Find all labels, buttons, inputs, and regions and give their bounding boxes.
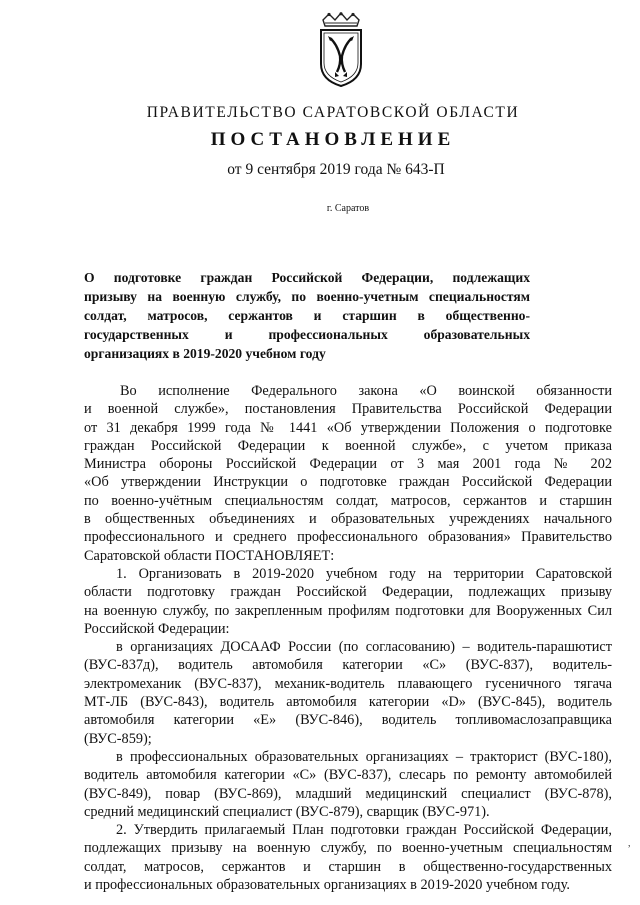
body-line: (ВУС-837д), водитель автомобиля категории «С» (ВУС-837), водитель- xyxy=(84,657,612,674)
body-line: МТ-ЛБ (ВУС-843), водитель автомобиля категории «D» (ВУС-845), водитель xyxy=(84,694,612,711)
body-line: и профессиональных образовательных организациях в 2019-2020 учебном году. xyxy=(84,877,570,894)
body-line: солдат, матросов, сержантов и старшин в общественно-государственных xyxy=(84,858,612,875)
body-line: 1. Организовать в 2019-2020 учебном году на территории Саратовской xyxy=(116,565,612,582)
body-line: Саратовской области ПОСТАНОВЛЯЕТ: xyxy=(84,547,335,564)
government-heading: ПРАВИТЕЛЬСТВО САРАТОВСКОЙ ОБЛАСТИ xyxy=(146,104,520,121)
document-date-number: от 9 сентября 2019 года № 643-П xyxy=(227,161,445,178)
body-line: «Об утверждении Инструкции о подготовке граждан Российской Федерации xyxy=(84,474,612,491)
saratov-coat-of-arms-emblem xyxy=(313,12,369,88)
body-line: профессионального и среднего профессионального образования» Правительство xyxy=(84,529,612,546)
body-line: от 31 декабря 1999 года № 1441 «Об утверждении Положения о подготовке xyxy=(84,419,612,436)
body-line: области подготовку граждан Российской Федерации, подлежащих призыву xyxy=(84,584,612,601)
body-line: на военную службу, по закрепленным профилям подготовки для Вооруженных Сил xyxy=(84,602,612,619)
body-line: подлежащих призыву на военную службу, по военно-учетным специальностям xyxy=(84,840,612,857)
document-title xyxy=(84,268,530,363)
document-body xyxy=(84,382,612,894)
body-line: Во исполнение Федерального закона «О воинской обязанности xyxy=(120,383,612,399)
body-line: Российской Федерации: xyxy=(84,620,230,637)
body-line: по военно-учётным специальностям солдат, матросов, сержантов и старшин xyxy=(84,492,612,509)
document-city: г. Саратов xyxy=(326,203,370,214)
body-line: граждан Российской Федерации к военной службе», с учетом приказа xyxy=(84,437,612,454)
title-line: солдат, матросов, сержантов и старшин в общественно- xyxy=(84,308,530,323)
title-line: государственных и профессиональных образовательных xyxy=(84,327,530,342)
body-line: (ВУС-849), повар (ВУС-869), младший медицинский специалист (ВУС-878), xyxy=(84,785,612,802)
body-line: электромеханик (ВУС-837), механик-водитель плавающего гусеничного тягача xyxy=(84,675,612,692)
body-line: средний медицинский специалист (ВУС-879), сварщик (ВУС-971). xyxy=(84,803,490,820)
body-line: Министра обороны Российской Федерации от 3 мая 2001 года № 202 xyxy=(84,456,612,473)
body-line: в общественных объединениях и образовательных учреждениях начального xyxy=(84,511,612,528)
body-line: водитель автомобиля категории «С» (ВУС-837), слесарь по ремонту автомобилей xyxy=(84,767,612,784)
body-line: в организациях ДОСААФ России (по согласованию) – водитель-парашютист xyxy=(116,639,612,656)
body-line: автомобиля категории «Е» (ВУС-846), водитель топливомаслозаправщика xyxy=(84,712,612,729)
title-line: организациях в 2019-2020 учебном году xyxy=(84,346,326,361)
body-line: 2. Утвердить прилагаемый План подготовки граждан Российской Федерации, xyxy=(116,822,612,839)
body-line: и военной службе», постановления Правительства Российской Федерации xyxy=(84,401,612,418)
body-line: в профессиональных образовательных организациях – тракторист (ВУС-180), xyxy=(116,748,612,765)
title-line: О подготовке граждан Российской Федерации, подлежащих xyxy=(84,270,530,285)
body-line: (ВУС-859); xyxy=(84,730,152,747)
edge-scan-mark: , xyxy=(628,838,631,849)
document-type-heading: ПОСТАНОВЛЕНИЕ xyxy=(210,129,456,150)
title-line: призыву на военную службу, по военно-учетным специальностям xyxy=(84,289,530,304)
